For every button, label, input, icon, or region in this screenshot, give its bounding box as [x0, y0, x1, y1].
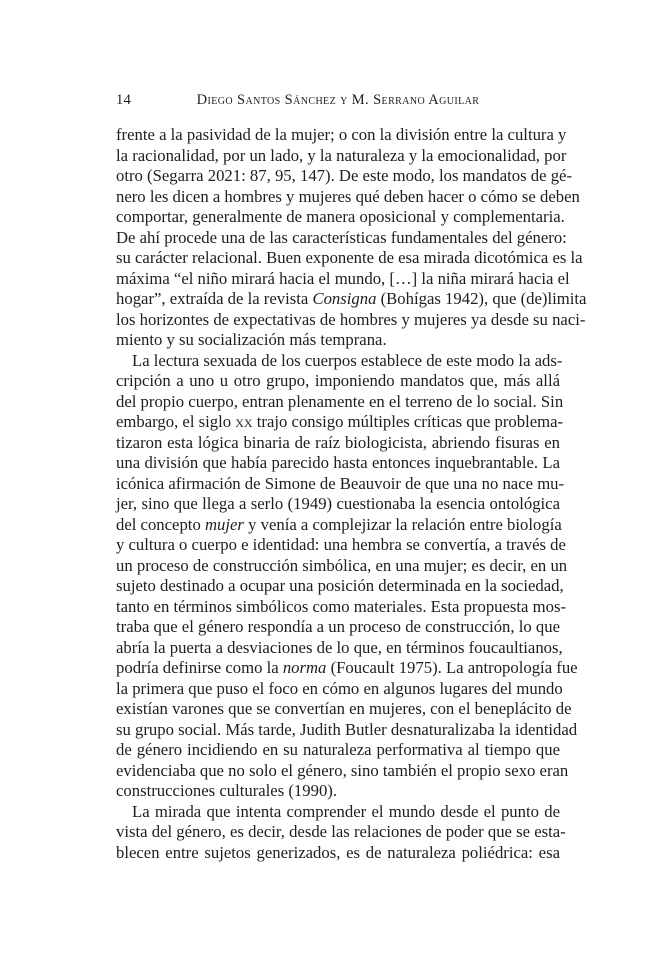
- text-line: [116, 515, 560, 536]
- text-line: existían varones que se convertían en mujeres, con el beneplácito de: [116, 699, 572, 718]
- text-line: sujeto destinado a ocupar una posición determinada en la sociedad,: [116, 576, 564, 595]
- text-line: otro (Segarra 2021: 87, 95, 147). De este modo, los mandatos de gé-: [116, 166, 573, 185]
- text-run: y venía a complejizar la relación entre biología: [243, 514, 562, 534]
- text-line: abría la puerta a desviaciones de lo que, en términos foucaultianos,: [116, 637, 563, 657]
- text-line: blecen entre sujetos generizados, es de naturaleza poliédrica: esa: [116, 842, 560, 862]
- text-line: cripción a uno u otro grupo, imponiendo mandatos que, más allá: [116, 371, 560, 390]
- text-run: (Foucault 1975). La antropología fue: [326, 658, 578, 677]
- text-run: embargo, el siglo: [116, 412, 236, 431]
- text-line: evidenciaba que no solo el género, sino también el propio sexo eran: [116, 760, 569, 780]
- text-line: De ahí procede una de las características fundamentales del género:: [116, 227, 567, 247]
- text-line: [116, 412, 564, 433]
- text-line: del propio cuerpo, entran plenamente en el terreno de lo social. Sin: [116, 391, 564, 411]
- text-line: de género incidiendo en su naturaleza performativa al tiempo que: [116, 740, 560, 759]
- text-run: hogar”, extraída de la revista: [116, 289, 313, 308]
- text-line: comportar, generalmente de manera oposicional y complementaria.: [116, 207, 565, 226]
- text-line: miento y su socialización más temprana.: [116, 330, 387, 349]
- text-line: su grupo social. Más tarde, Judith Butler desnaturalizaba la identidad: [116, 719, 578, 739]
- century-numeral: xx: [235, 412, 253, 431]
- text-line: la racionalidad, por un lado, y la naturaleza y la emocionalidad, por: [116, 145, 567, 165]
- text-line: una división que había parecido hasta entonces inquebrantable. La: [116, 453, 560, 472]
- emphasis-term: mujer: [204, 514, 244, 534]
- text-line: su carácter relacional. Buen exponente de esa mirada dicotómica es la: [116, 248, 583, 267]
- text-line: construcciones culturales (1990).: [116, 781, 338, 800]
- running-head-title: Diego Santos Sánchez y M. Serrano Aguilar: [196, 92, 480, 108]
- text-line: [116, 289, 587, 310]
- page-number: 14: [116, 92, 132, 108]
- text-run: (Bohígas 1942), que (de)limita: [376, 289, 587, 308]
- emphasis-term: norma: [282, 658, 327, 677]
- text-line: vista del género, es decir, desde las relaciones de poder que se esta-: [116, 822, 566, 841]
- text-line: La lectura sexuada de los cuerpos establece de este modo la ads-: [132, 350, 563, 370]
- text-line: frente a la pasividad de la mujer; o con la división entre la cultura y: [116, 125, 567, 144]
- text-run: del concepto: [116, 514, 205, 534]
- journal-title: Consigna: [312, 289, 377, 308]
- text-line: la primera que puso el foco en cómo en algunos lugares del mundo: [116, 678, 563, 698]
- text-line: jer, sino que llega a serlo (1949) cuestionaba la esencia ontológica: [116, 494, 560, 513]
- text-line: los horizontes de expectativas de hombres y mujeres ya desde su naci-: [116, 309, 586, 329]
- body-text: [116, 125, 587, 863]
- text-line: un proceso de construcción simbólica, en una mujer; es decir, en un: [116, 555, 568, 575]
- text-line: icónica afirmación de Simone de Beauvoir de que una no nace mu-: [116, 473, 565, 493]
- text-run: podría definirse como la: [116, 658, 283, 677]
- running-head: [116, 92, 560, 114]
- text-line: y cultura o cuerpo e identidad: una hembra se convertía, a través de: [116, 535, 566, 554]
- text-line: traba que el género respondía a un proceso de construcción, lo que: [116, 617, 560, 636]
- text-line: nero les dicen a hombres y mujeres qué deben hacer o cómo se deben: [116, 186, 580, 206]
- text-line: La mirada que intenta comprender el mundo desde el punto de: [132, 801, 560, 821]
- text-line: tanto en términos simbólicos como materiales. Esta propuesta mos-: [116, 596, 567, 616]
- text-line: [116, 658, 578, 679]
- text-run: trajo consigo múltiples críticas que problema-: [252, 412, 564, 431]
- text-line: tizaron esta lógica binaria de raíz biologicista, abriendo fisuras en: [116, 432, 560, 452]
- text-line: máxima “el niño mirará hacia el mundo, […] la niña mirará hacia el: [116, 268, 570, 288]
